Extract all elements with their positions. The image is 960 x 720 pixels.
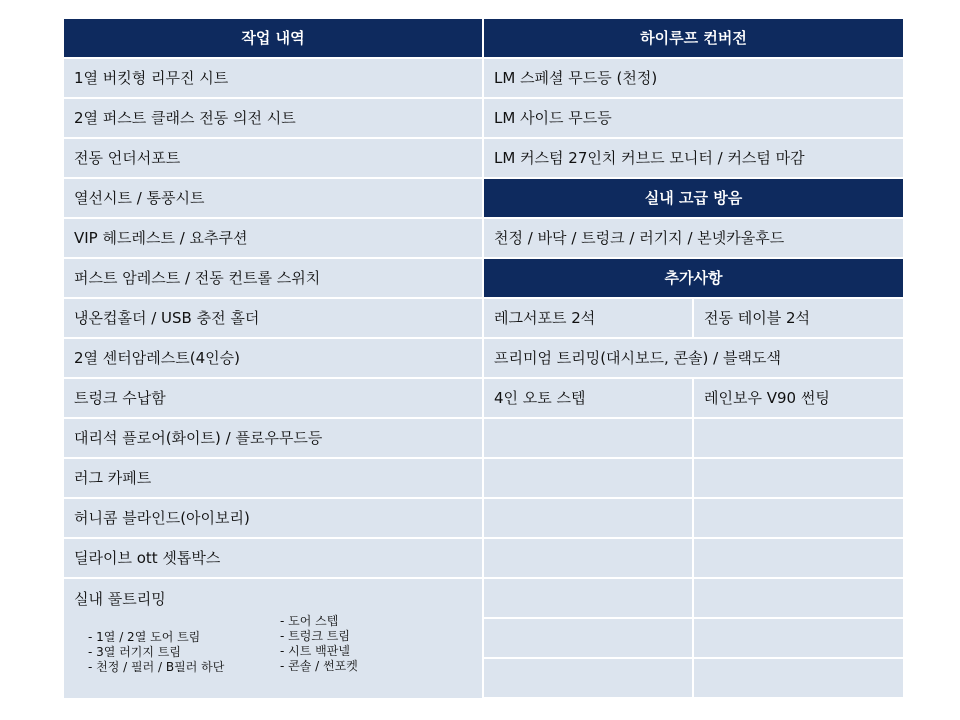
extras-cell: [694, 459, 903, 497]
extras-cell: [694, 419, 903, 457]
trim-sublist-left: [88, 630, 224, 675]
work-item: 2열 퍼스트 클래스 전동 의전 시트: [64, 99, 482, 137]
trim-subitem: - 천정 / 필러 / B필러 하단: [88, 660, 224, 675]
full-trim-cell: [64, 579, 482, 698]
extras-row-empty: [484, 659, 903, 697]
work-history-header: 작업 내역: [64, 19, 482, 57]
extras-cell: [484, 459, 692, 497]
extras-cell: [484, 539, 692, 577]
work-item: 러그 카페트: [64, 459, 482, 497]
trim-sublist-right: [280, 614, 358, 674]
trim-subitem: - 트렁크 트림: [280, 629, 358, 644]
extras-cell: [694, 579, 903, 617]
high-roof-item: LM 커스텀 27인치 커브드 모니터 / 커스텀 마감: [484, 139, 903, 177]
extras-header: 추가사항: [484, 259, 903, 297]
extras-cell: [694, 499, 903, 537]
extras-cell: [484, 419, 692, 457]
work-history-column: [64, 19, 482, 698]
extras-row-empty: [484, 579, 903, 617]
extras-row-empty: [484, 459, 903, 497]
trim-subitem: - 1열 / 2열 도어 트림: [88, 630, 224, 645]
extras-row-empty: [484, 539, 903, 577]
work-item: 딜라이브 ott 셋톱박스: [64, 539, 482, 577]
extras-row: [484, 299, 903, 337]
work-item: 퍼스트 암레스트 / 전동 컨트롤 스위치: [64, 259, 482, 297]
high-roof-item: LM 스페셜 무드등 (천정): [484, 59, 903, 97]
soundproofing-item: 천정 / 바닥 / 트렁크 / 러기지 / 본넷카울후드: [484, 219, 903, 257]
extras-cell: 레인보우 V90 썬팅: [694, 379, 903, 417]
extras-row-empty: [484, 619, 903, 657]
high-roof-item: LM 사이드 무드등: [484, 99, 903, 137]
trim-subitem: - 3열 러기지 트림: [88, 645, 224, 660]
trim-subitem: - 시트 백판넬: [280, 644, 358, 659]
work-item: 트렁크 수납함: [64, 379, 482, 417]
extras-row-empty: [484, 419, 903, 457]
extras-cell: [484, 499, 692, 537]
soundproofing-header: 실내 고급 방음: [484, 179, 903, 217]
work-item: 1열 버킷형 리무진 시트: [64, 59, 482, 97]
options-column: [484, 19, 903, 699]
work-item: 허니콤 블라인드(아이보리): [64, 499, 482, 537]
work-item: 전동 언더서포트: [64, 139, 482, 177]
extras-row: [484, 379, 903, 417]
work-item: 냉온컵홀더 / USB 충전 홀더: [64, 299, 482, 337]
extras-cell: [484, 579, 692, 617]
work-item: VIP 헤드레스트 / 요추쿠션: [64, 219, 482, 257]
high-roof-header: 하이루프 컨버전: [484, 19, 903, 57]
work-item: 2열 센터암레스트(4인승): [64, 339, 482, 377]
extras-cell: 전동 테이블 2석: [694, 299, 903, 337]
extras-cell: [484, 659, 692, 697]
extras-cell: 4인 오토 스텝: [484, 379, 692, 417]
work-item: 대리석 플로어(화이트) / 플로우무드등: [64, 419, 482, 457]
work-table: [64, 19, 903, 696]
work-item: 열선시트 / 통풍시트: [64, 179, 482, 217]
trim-subitem: - 도어 스텝: [280, 614, 358, 629]
extras-cell: 레그서포트 2석: [484, 299, 692, 337]
extras-cell: [694, 619, 903, 657]
extras-row-empty: [484, 499, 903, 537]
trim-subitem: - 콘솔 / 썬포켓: [280, 659, 358, 674]
extras-cell: [484, 619, 692, 657]
extras-cell: [694, 659, 903, 697]
full-trim-title: 실내 풀트리밍: [74, 590, 166, 608]
extras-wide-cell: 프리미엄 트리밍(대시보드, 콘솔) / 블랙도색: [484, 339, 903, 377]
extras-cell: [694, 539, 903, 577]
